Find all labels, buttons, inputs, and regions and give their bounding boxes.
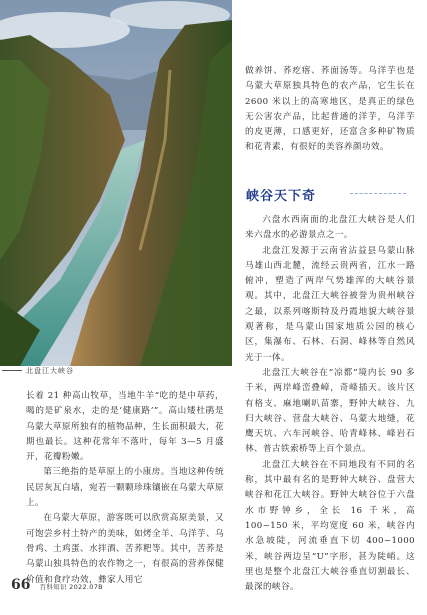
right-column-top bbox=[245, 64, 415, 156]
page-number: 66 bbox=[11, 577, 31, 593]
right-column-bottom bbox=[245, 213, 415, 595]
caption-rule bbox=[2, 370, 22, 371]
title-divider bbox=[350, 193, 406, 194]
canyon-photo bbox=[0, 0, 232, 366]
paragraph: 在乌蒙大草原，游客既可以欣赏高原美景，又可饱尝乡村土特产的美味，如烤全羊、乌洋芋、乌骨鸡、土鸡蛋、水拌酒、苦荞粑等。其中，苦荞是乌蒙山独具特色的农作物之一，有很高的营养保健价值和食疗功效，彝家人用它 bbox=[26, 513, 224, 585]
paragraph: 长着 21 种高山牧草，当地牛羊“吃的是中草药，喝的是矿泉水，走的是‘健康路’”。高山矮杜鹃是乌蒙大草原所独有的植物品种，生长面积最大，花期也最长。这种花常年不落叶，每年 3—5 月盛开，花瓣粉嫩。 bbox=[26, 391, 224, 463]
section-title: 峡谷天下奇 bbox=[246, 189, 317, 204]
paragraph: 六盘水西南面的北盘江大峡谷是人们来六盘水的必游景点之一。 bbox=[245, 215, 415, 241]
page-footer bbox=[11, 574, 103, 593]
paragraph: 北盘江发源于云南省沾益县乌蒙山脉马雄山西北麓，流经云贵两省，江水一路俯冲，塑造了两岸气势雄浑的大峡谷景观。其中，北盘江大峡谷被誉为贵州峡谷之最，以系列喀斯特及丹霞地貌大峡谷景观著称，是乌蒙山国家地质公园的核心区，集瀑布、石林、石洞、峰林等自然风光于一体。 bbox=[245, 245, 415, 363]
paragraph: 做养饼、荞疙瘩、荞面汤等。乌洋芋也是乌蒙大草原独具特色的农产品，它生长在 2600 米以上的高寒地区，是真正的绿色无公害农产品，比起普通的洋芋，乌洋芋的皮更薄，口感更好，还富含多种矿物质和花青素，有很好的美容养颜功效。 bbox=[245, 66, 415, 153]
paragraph: 北盘江大峡谷在不同地段有不同的名称，其中最有名的是野钟大峡谷、盘营大峡谷和花江大峡谷。野钟大峡谷位于六盘水市野钟乡，全长 16 千米，高 100~150 米，平均宽度 60 米，峡谷内水急坡陡，河流垂直下切 400~1000 米，峡谷两边呈“U”字形，甚为陡峭。这里也是整个北盘江大峡谷垂直切割最长、最深的峡谷。 bbox=[245, 459, 415, 593]
journal-name: 百科知识 2022.07B bbox=[39, 583, 103, 591]
photo-caption: 北盘江大峡谷 bbox=[26, 367, 74, 375]
paragraph: 第三绝指的是草原上的小康房。当地这种传统民居灰瓦白墙，宛若一颗颗珍珠镶嵌在乌蒙大草原上。 bbox=[26, 467, 224, 509]
paragraph: 北盘江大峡谷在“凉都”境内长 90 多千米，两岸峰峦叠嶂，奇峰插天。该片区有格支、麻地喇叭苗寨，野钟大峡谷、九归大峡谷、营盘大峡谷、乌蒙大地缝，花鹰天坑、六车河峡谷、哈青峰林、峰岩石林、普古铁索桥等上百个景点。 bbox=[245, 367, 415, 455]
left-column-bottom bbox=[26, 389, 224, 588]
